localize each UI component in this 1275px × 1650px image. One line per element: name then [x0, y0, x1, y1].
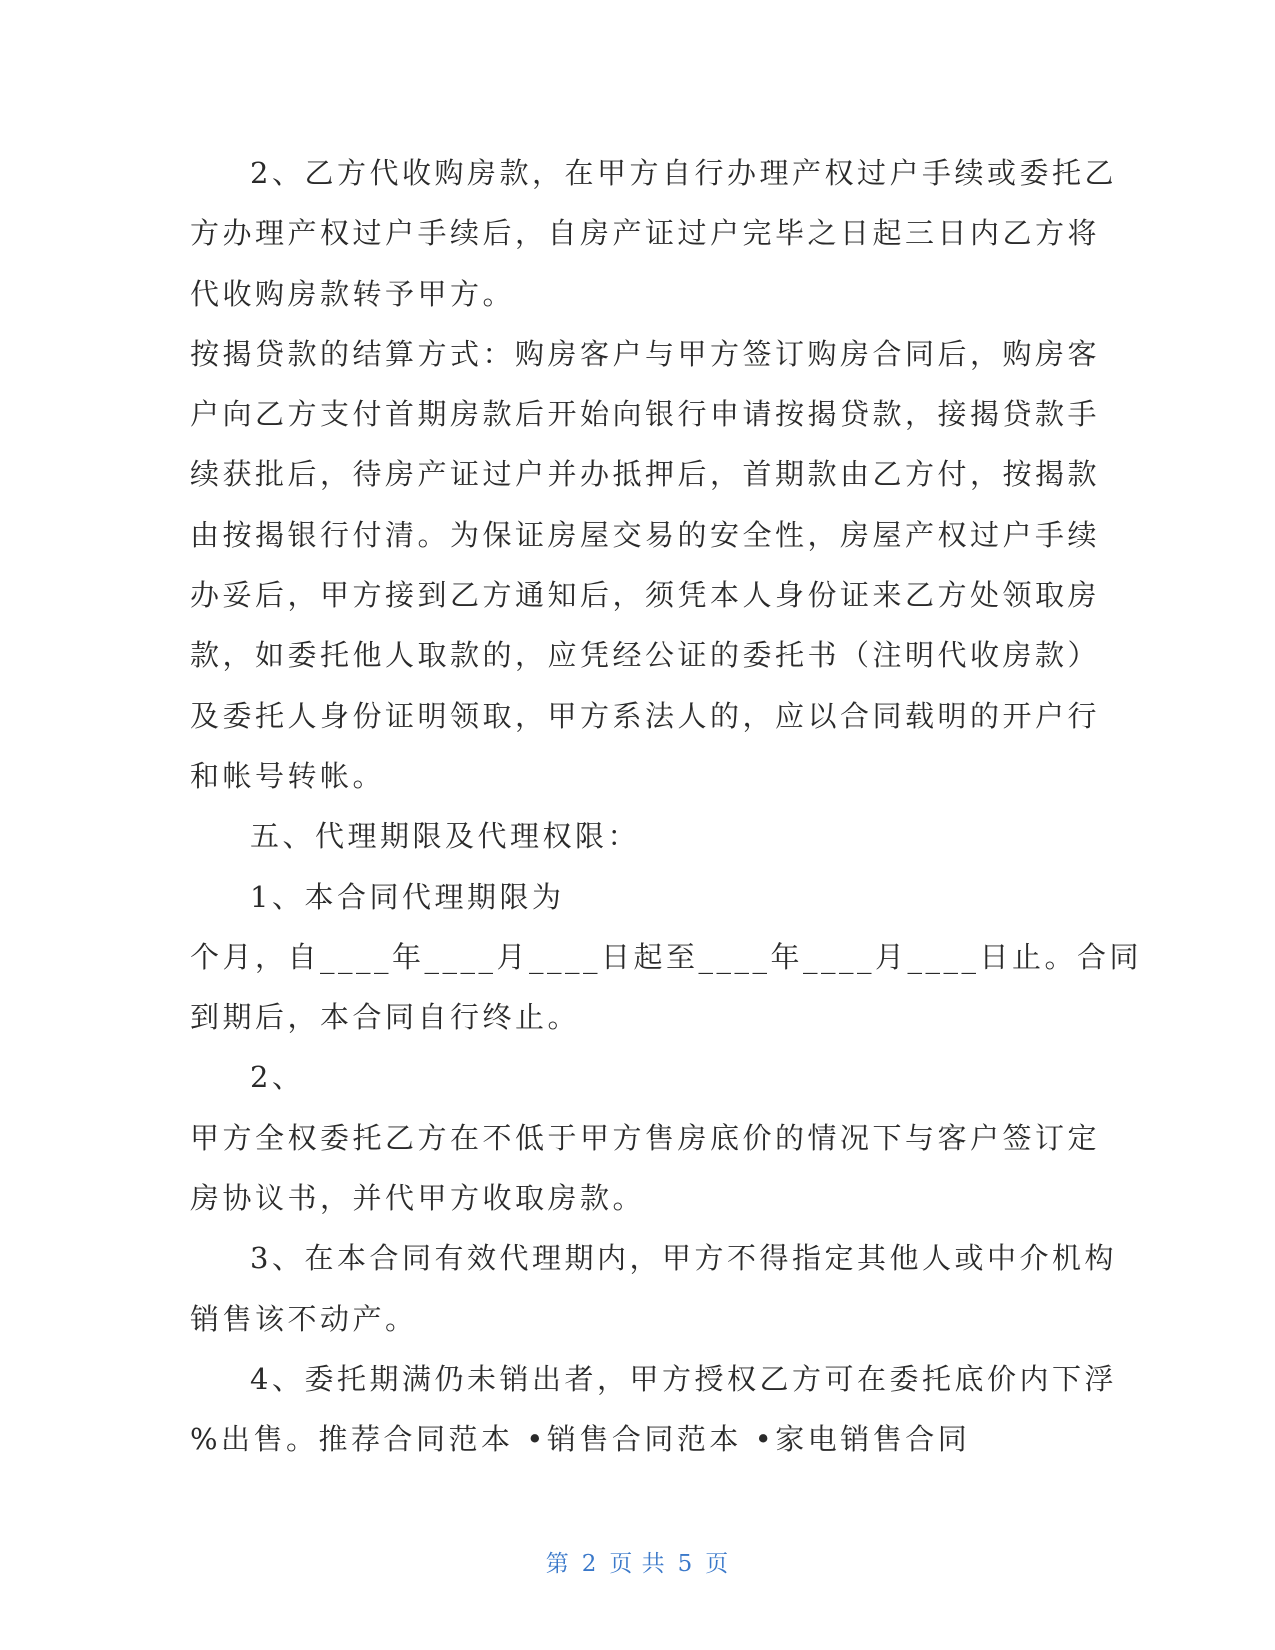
paragraph-line: 方办理产权过户手续后，自房产证过户完毕之日起三日内乙方将 — [190, 216, 1101, 251]
paragraph-line: 按揭贷款的结算方式：购房客户与甲方签订购房合同后，购房客 — [190, 336, 1101, 371]
page-footer — [0, 1545, 1275, 1578]
paragraph-line: 户向乙方支付首期房款后开始向银行申请按揭贷款，接揭贷款手 — [190, 397, 1101, 432]
footer-prefix: 第 — [545, 1551, 570, 1577]
document-body — [190, 143, 1143, 1470]
footer-suffix: 页 — [705, 1551, 730, 1577]
paragraph-line: 3、在本合同有效代理期内，甲方不得指定其他人或中介机构 — [250, 1241, 1117, 1276]
paragraph-line: 和帐号转帐。 — [190, 758, 386, 793]
paragraph-line: 续获批后，待房产证过户并办抵押后，首期款由乙方付，按揭款 — [190, 457, 1101, 492]
footer-middle: 页 共 — [609, 1551, 666, 1577]
paragraph-line: 办妥后，甲方接到乙方通知后，须凭本人身份证来乙方处领取房 — [190, 578, 1101, 613]
paragraph-line: %出售。推荐合同范本 •销售合同范本 •家电销售合同 — [190, 1422, 971, 1457]
paragraph-line: 2、乙方代收购房款，在甲方自行办理产权过户手续或委托乙 — [250, 156, 1117, 190]
section-heading: 五、代理期限及代理权限： — [250, 819, 641, 854]
paragraph-line: 4、委托期满仍未销出者，甲方授权乙方可在委托底价内下浮 — [250, 1361, 1117, 1396]
paragraph-line: 到期后，本合同自行终止。 — [190, 1000, 581, 1035]
paragraph-line: 销售该不动产。 — [190, 1301, 418, 1336]
total-pages-number: 5 — [677, 1551, 694, 1577]
paragraph-line: 代收购房款转予甲方。 — [190, 276, 516, 311]
paragraph-line: 1、本合同代理期限为 — [250, 879, 565, 914]
paragraph-line: 2、 — [250, 1060, 305, 1095]
current-page-number: 2 — [581, 1551, 598, 1577]
paragraph-line: 个月，自____年____月____日起至____年____月____日止。合同 — [190, 939, 1143, 974]
paragraph-line: 由按揭银行付清。为保证房屋交易的安全性，房屋产权过户手续 — [190, 517, 1101, 552]
paragraph-line: 及委托人身份证明领取，甲方系法人的，应以合同载明的开户行 — [190, 698, 1101, 733]
paragraph-line: 款，如委托他人取款的，应凭经公证的委托书（注明代收房款） — [190, 638, 1101, 673]
paragraph-line: 房协议书，并代甲方收取房款。 — [190, 1181, 646, 1216]
paragraph-line: 甲方全权委托乙方在不低于甲方售房底价的情况下与客户签订定 — [190, 1120, 1101, 1155]
